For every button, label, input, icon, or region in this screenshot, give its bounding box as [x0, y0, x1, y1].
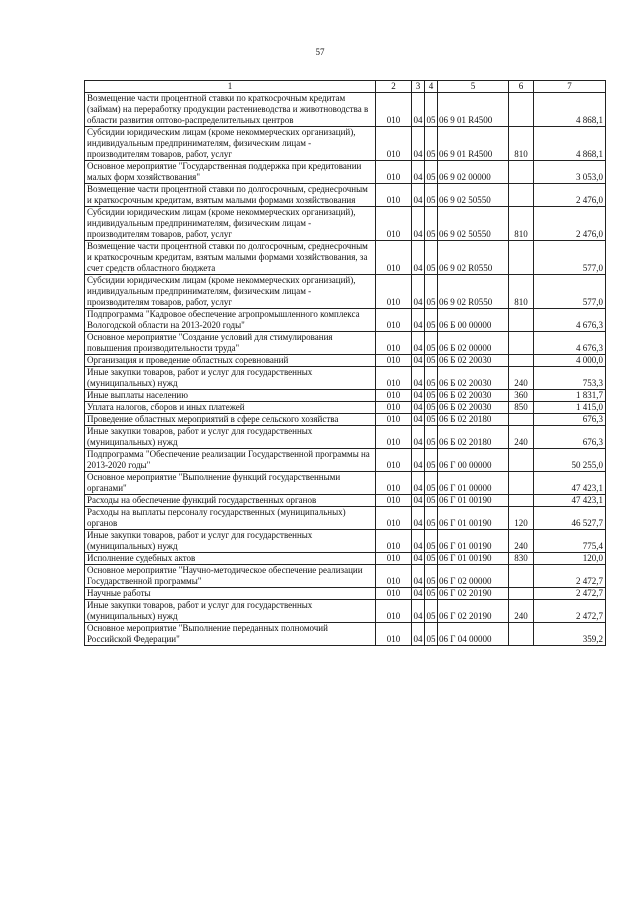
row-expense-type: [509, 472, 534, 495]
table-row: [85, 402, 606, 414]
row-name: Возмещение части процентной ставки по краткосрочным кредитам (займам) на переработку продукции растениеводства и животноводства в области развития оптово-распределительных центров: [85, 93, 376, 127]
row-name: Исполнение судебных актов: [85, 553, 376, 565]
row-target-article: 06 Г 04 00000: [438, 623, 509, 646]
row-expense-type: [509, 241, 534, 275]
row-amount: 4 000,0: [534, 355, 606, 367]
row-target-article: 06 Б 00 00000: [438, 309, 509, 332]
table-row: [85, 553, 606, 565]
row-name: Иные закупки товаров, работ и услуг для государственных (муниципальных) нужд: [85, 367, 376, 390]
header-col-1: 1: [85, 81, 376, 93]
row-section: 04: [412, 426, 425, 449]
row-subsection: 05: [425, 309, 438, 332]
row-amount: 2 472,7: [534, 600, 606, 623]
row-target-article: 06 9 02 00000: [438, 161, 509, 184]
table-row: [85, 241, 606, 275]
row-subsection: 05: [425, 600, 438, 623]
row-name: Организация и проведение областных соревнований: [85, 355, 376, 367]
row-subsection: 05: [426, 355, 436, 365]
row-grbs: 010: [376, 623, 412, 646]
row-subsection: 05: [425, 623, 438, 646]
row-expense-type: [509, 161, 534, 184]
row-amount: 1 831,7: [534, 390, 606, 402]
row-amount: 50 255,0: [534, 449, 606, 472]
row-section: 04: [412, 241, 425, 275]
row-subsection: 05: [425, 275, 438, 309]
row-section: 04: [412, 309, 425, 332]
table-row: [85, 161, 606, 184]
row-section: 04: [412, 472, 425, 495]
row-subsection: 05: [425, 565, 438, 588]
row-section: 04: [413, 414, 423, 424]
row-grbs: 010: [376, 414, 412, 426]
row-section: 04: [412, 184, 425, 207]
table-row: [85, 588, 606, 600]
row-amount: 2 472,7: [534, 565, 606, 588]
row-target-article: 06 Б 02 20030: [438, 390, 509, 402]
row-amount: 4 868,1: [534, 127, 606, 161]
row-grbs: 010: [376, 275, 412, 309]
row-subsection: 05: [425, 241, 438, 275]
row-target-article: 06 Г 01 00190: [438, 495, 509, 507]
row-grbs: 010: [376, 472, 412, 495]
row-grbs: 010: [376, 600, 412, 623]
row-name: Основное мероприятие "Выполнение переданных полномочий Российской Федерации": [85, 623, 376, 646]
row-subsection: 05: [426, 414, 436, 424]
row-subsection: 05: [425, 161, 438, 184]
table-row: [85, 93, 606, 127]
row-grbs: 010: [376, 495, 412, 507]
row-grbs: 010: [376, 309, 412, 332]
row-subsection: 05: [425, 449, 438, 472]
row-target-article: 06 9 02 50550: [438, 207, 509, 241]
table-row: [85, 495, 606, 507]
page-number: 57: [315, 47, 325, 57]
row-name: Основное мероприятие "Научно-методическое обеспечение реализации Государственной программы": [85, 565, 376, 588]
row-target-article: 06 Г 02 20190: [438, 600, 509, 623]
row-expense-type: [509, 355, 534, 367]
table-row: [85, 355, 606, 367]
row-expense-type: 120: [509, 507, 534, 530]
row-name: Уплата налогов, сборов и иных платежей: [85, 402, 376, 414]
row-amount: 1 415,0: [534, 402, 606, 414]
row-grbs: 010: [376, 530, 412, 553]
row-name: Иные выплаты населению: [85, 390, 376, 402]
row-subsection: 05: [425, 530, 438, 553]
row-section: 04: [412, 530, 425, 553]
row-grbs: 010: [376, 402, 412, 414]
table-row: [85, 414, 606, 426]
row-section: 04: [412, 161, 425, 184]
table-row: [85, 127, 606, 161]
header-col-7: 7: [534, 81, 606, 93]
row-name: Проведение областных мероприятий в сфере сельского хозяйства: [85, 414, 376, 426]
table-row: [85, 623, 606, 646]
row-subsection: 05: [425, 93, 438, 127]
row-target-article: 06 9 01 R4500: [438, 127, 509, 161]
row-section: 04: [412, 623, 425, 646]
row-section: 04: [412, 449, 425, 472]
row-name: Научные работы: [85, 588, 376, 600]
row-name: Иные закупки товаров, работ и услуг для государственных (муниципальных) нужд: [85, 600, 376, 623]
row-expense-type: [509, 449, 534, 472]
row-grbs: 010: [376, 553, 412, 565]
row-name: Возмещение части процентной ставки по долгосрочным, среднесрочным и краткосрочным кредитам, взятым малыми формами хозяйствования, за счет средств областного бюджета: [85, 241, 376, 275]
row-subsection: 05: [426, 553, 436, 563]
row-grbs: 010: [376, 507, 412, 530]
row-expense-type: [509, 184, 534, 207]
row-amount: 4 676,3: [534, 309, 606, 332]
row-target-article: 06 Г 01 00190: [438, 507, 509, 530]
row-target-article: 06 Б 02 20030: [438, 367, 509, 390]
header-col-6: 6: [509, 81, 534, 93]
row-section: 04: [413, 588, 423, 598]
row-section: 04: [412, 367, 425, 390]
row-target-article: 06 9 02 R0550: [438, 275, 509, 309]
row-grbs: 010: [376, 207, 412, 241]
row-section: 04: [413, 355, 423, 365]
table-row: [85, 332, 606, 355]
row-grbs: 010: [376, 355, 412, 367]
row-expense-type: [509, 565, 534, 588]
header-col-2: 2: [376, 81, 412, 93]
row-name: Основное мероприятие "Выполнение функций государственными органами": [85, 472, 376, 495]
row-subsection: 05: [425, 332, 438, 355]
row-section: 04: [412, 565, 425, 588]
table-row: [85, 390, 606, 402]
row-target-article: 06 Б 02 00000: [438, 332, 509, 355]
row-expense-type: 360: [509, 390, 534, 402]
row-amount: 47 423,1: [534, 472, 606, 495]
table-row: [85, 275, 606, 309]
table-row: [85, 426, 606, 449]
row-amount: 753,3: [534, 367, 606, 390]
table-row: [85, 565, 606, 588]
row-section: 04: [412, 275, 425, 309]
row-subsection: 05: [425, 472, 438, 495]
row-section: 04: [412, 127, 425, 161]
row-section: 04: [413, 390, 423, 400]
row-subsection: 05: [425, 367, 438, 390]
row-expense-type: 240: [509, 530, 534, 553]
row-subsection: 05: [425, 184, 438, 207]
row-section: 04: [412, 600, 425, 623]
row-expense-type: 240: [509, 367, 534, 390]
row-subsection: 05: [425, 207, 438, 241]
row-grbs: 010: [376, 367, 412, 390]
row-grbs: 010: [376, 390, 412, 402]
row-name: Иные закупки товаров, работ и услуг для государственных (муниципальных) нужд: [85, 426, 376, 449]
row-amount: 4 868,1: [534, 93, 606, 127]
row-amount: 775,4: [534, 530, 606, 553]
row-amount: 120,0: [534, 553, 606, 565]
row-name: Субсидии юридическим лицам (кроме некоммерческих организаций), индивидуальным предпринимателям, физическим лицам - производителям товаров, работ, услуг: [85, 207, 376, 241]
row-name: Расходы на выплаты персоналу государственных (муниципальных) органов: [85, 507, 376, 530]
row-amount: 46 527,7: [534, 507, 606, 530]
row-expense-type: 830: [509, 553, 534, 565]
row-subsection: 05: [426, 495, 436, 505]
row-section: 04: [412, 93, 425, 127]
row-target-article: 06 Г 01 00000: [438, 472, 509, 495]
row-grbs: 010: [376, 127, 412, 161]
row-expense-type: [509, 495, 534, 507]
row-amount: 359,2: [534, 623, 606, 646]
row-subsection: 05: [425, 507, 438, 530]
table-row: [85, 507, 606, 530]
row-target-article: 06 Б 02 20030: [438, 402, 509, 414]
row-target-article: 06 Б 02 20030: [438, 355, 509, 367]
row-amount: 4 676,3: [534, 332, 606, 355]
row-grbs: 010: [376, 426, 412, 449]
row-amount: 577,0: [534, 241, 606, 275]
row-expense-type: 810: [509, 127, 534, 161]
row-section: 04: [412, 332, 425, 355]
row-amount: 2 476,0: [534, 184, 606, 207]
row-grbs: 010: [376, 241, 412, 275]
row-expense-type: [509, 588, 534, 600]
row-amount: 3 053,0: [534, 161, 606, 184]
row-grbs: 010: [376, 565, 412, 588]
row-expense-type: [509, 332, 534, 355]
row-amount: 2 472,7: [534, 588, 606, 600]
row-section: 04: [412, 207, 425, 241]
row-name: Подпрограмма "Кадровое обеспечение агропромышленного комплекса Вологодской области на 2013-2020 годы": [85, 309, 376, 332]
row-subsection: 05: [425, 426, 438, 449]
row-name: Основное мероприятие "Создание условий для стимулирования повышения производительности труда": [85, 332, 376, 355]
row-expense-type: 810: [509, 207, 534, 241]
row-subsection: 05: [426, 588, 436, 598]
row-section: 04: [412, 507, 425, 530]
row-name: Иные закупки товаров, работ и услуг для государственных (муниципальных) нужд: [85, 530, 376, 553]
row-target-article: 06 Б 02 20180: [438, 414, 509, 426]
table-row: [85, 367, 606, 390]
row-grbs: 010: [376, 184, 412, 207]
row-expense-type: [509, 414, 534, 426]
row-name: Субсидии юридическим лицам (кроме некоммерческих организаций), индивидуальным предпринимателям, физическим лицам - производителям товаров, работ, услуг: [85, 275, 376, 309]
row-amount: 676,3: [534, 426, 606, 449]
row-name: Подпрограмма "Обеспечение реализации Государственной программы на 2013-2020 годы": [85, 449, 376, 472]
row-expense-type: [509, 309, 534, 332]
row-target-article: 06 Г 02 00000: [438, 565, 509, 588]
row-target-article: 06 Б 02 20180: [438, 426, 509, 449]
row-section: 04: [413, 553, 423, 563]
row-subsection: 05: [426, 390, 436, 400]
table-row: [85, 530, 606, 553]
header-col-4: 4: [425, 81, 438, 93]
table-row: [85, 600, 606, 623]
table-row: [85, 449, 606, 472]
row-amount: 676,3: [534, 414, 606, 426]
row-target-article: 06 Г 01 00190: [438, 530, 509, 553]
row-name: Расходы на обеспечение функций государственных органов: [85, 495, 376, 507]
header-row: [85, 81, 606, 93]
row-expense-type: 240: [509, 426, 534, 449]
table-row: [85, 207, 606, 241]
row-expense-type: [509, 93, 534, 127]
row-section: 04: [413, 402, 423, 412]
row-expense-type: 810: [509, 275, 534, 309]
table-row: [85, 309, 606, 332]
row-grbs: 010: [376, 161, 412, 184]
header-col-3: 3: [412, 81, 425, 93]
row-target-article: 06 9 02 R0550: [438, 241, 509, 275]
row-amount: 2 476,0: [534, 207, 606, 241]
row-section: 04: [413, 495, 423, 505]
row-amount: 47 423,1: [534, 495, 606, 507]
row-grbs: 010: [376, 93, 412, 127]
row-target-article: 06 Г 00 00000: [438, 449, 509, 472]
row-target-article: 06 9 01 R4500: [438, 93, 509, 127]
row-subsection: 05: [426, 402, 436, 412]
row-name: Возмещение части процентной ставки по долгосрочным, среднесрочным и краткосрочным кредитам, взятым малыми формами хозяйствования: [85, 184, 376, 207]
row-expense-type: 240: [509, 600, 534, 623]
row-grbs: 010: [376, 332, 412, 355]
table-row: [85, 184, 606, 207]
row-target-article: 06 Г 02 20190: [438, 588, 509, 600]
row-amount: 577,0: [534, 275, 606, 309]
row-name: Основное мероприятие "Государственная поддержка при кредитовании малых форм хозяйствования": [85, 161, 376, 184]
row-name: Субсидии юридическим лицам (кроме некоммерческих организаций), индивидуальным предпринимателям, физическим лицам - производителям товаров, работ, услуг: [85, 127, 376, 161]
row-grbs: 010: [376, 588, 412, 600]
budget-table: [84, 80, 606, 646]
row-subsection: 05: [425, 127, 438, 161]
row-target-article: 06 Г 01 00190: [438, 553, 509, 565]
row-expense-type: [509, 623, 534, 646]
row-grbs: 010: [376, 449, 412, 472]
row-expense-type: 850: [509, 402, 534, 414]
table-row: [85, 472, 606, 495]
row-target-article: 06 9 02 50550: [438, 184, 509, 207]
header-col-5: 5: [438, 81, 509, 93]
